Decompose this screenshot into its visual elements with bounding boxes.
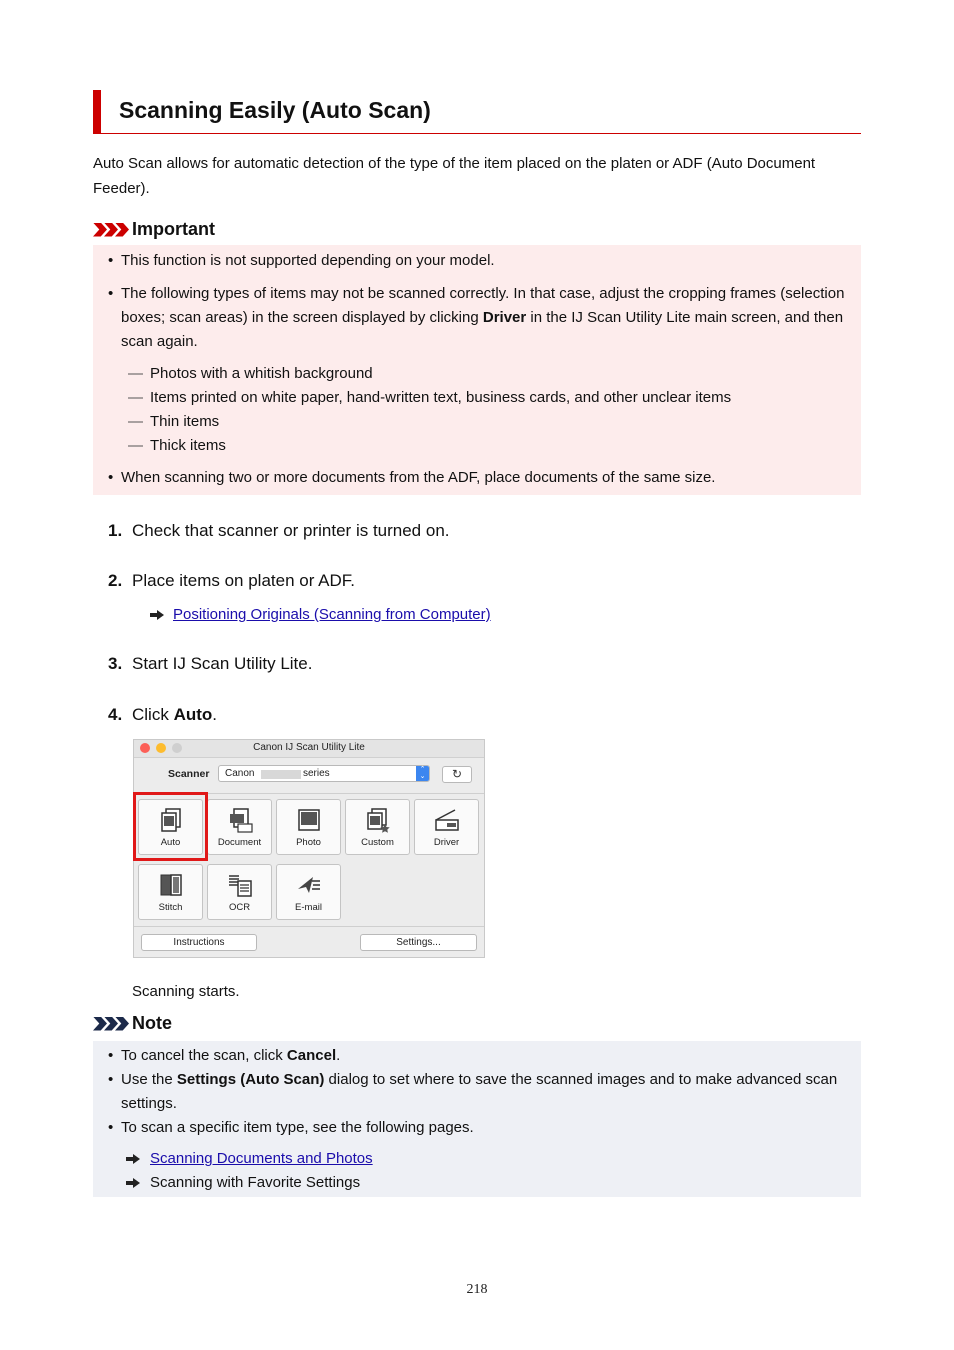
note-bullet-2-text: Use the [121,1071,177,1088]
driver-button[interactable] [414,799,479,855]
arrow-right-icon [150,610,164,620]
step-1 [108,521,450,541]
note-link-row-2 [126,1174,360,1191]
document-button[interactable] [207,799,272,855]
sub-item-4-text: Thick items [150,437,226,454]
important-bullet-1-text: This function is not supported depending on your model. [121,252,495,269]
photo-button[interactable] [276,799,341,855]
sub-item-4: — Thick items [128,437,226,454]
sub-item-2-text: Items printed on white paper, hand-written text, business cards, and other unclear items [150,389,732,406]
ocr-icon [226,871,254,899]
step-4-tail: . [212,705,218,724]
important-chevron-icon [93,223,126,237]
page-title: Scanning Easily (Auto Scan) [119,97,431,123]
step-4-bold: Auto [173,705,213,724]
photo-label: Photo [296,837,321,848]
sub-item-1: — Photos with a whitish background [128,365,373,382]
step-1-number: 1. [108,521,123,540]
email-button[interactable] [276,864,341,920]
title-accent-bar [93,90,101,133]
step-4-number: 4. [108,705,123,724]
separator [134,926,484,927]
driver-label: Driver [433,837,460,848]
document-pdf-icon [226,806,254,834]
window-title: Canon IJ Scan Utility Lite [253,742,365,753]
scanning-starts-text: Scanning starts. [132,983,240,1000]
title-rule [93,133,861,134]
step-1-text: Check that scanner or printer is turned on. [132,521,450,540]
note-bullet-2: • Use the Settings (Auto Scan) dialog to set where to save the scanned images and to make advanced scan settings. [108,1071,838,1112]
step-3-text: Start IJ Scan Utility Lite. [132,654,313,673]
refresh-button[interactable] [442,766,472,783]
intro-paragraph: Auto Scan allows for automatic detection of the type of the item placed on the platen or ADF (Auto Document Feeder). [93,155,816,197]
scanner-select-prefix: Canon [225,768,255,779]
step-4 [108,705,218,725]
important-heading [93,219,215,240]
step-3 [108,654,313,674]
important-bullet-3: • When scanning two or more documents from the ADF, place documents of the same size. [108,469,716,486]
custom-label: Custom [361,837,394,848]
important-bullet-1: • This function is not supported depending on your model. [108,252,495,269]
scanning-favorite-settings-text: Scanning with Favorite Settings [150,1174,361,1191]
stitch-button[interactable] [138,864,203,920]
chevron-up-down-icon: ⌃ ⌄ [416,766,429,781]
step-2-number: 2. [108,571,123,590]
step-2 [108,571,356,591]
scanner-model-redacted [261,770,301,779]
cancel-bold: Cancel [286,1047,337,1064]
custom-button[interactable] [345,799,410,855]
auto-highlight-frame [133,792,208,861]
note-chevron-icon [93,1017,126,1031]
step-3-number: 3. [108,654,123,673]
step-2-link-row [150,606,491,623]
important-bullet-2-tail: in the IJ Scan Utility Lite main screen, and then scan again. [121,309,844,350]
note-bullet-3: • To scan a specific item type, see the following pages. [108,1119,474,1136]
refresh-icon: ↻ [451,767,463,781]
arrow-right-icon [126,1178,140,1188]
note-bullet-1: • To cancel the scan, click Cancel. [108,1047,341,1064]
driver-bold: Driver [482,309,527,326]
arrow-right-icon [126,1154,140,1164]
note-bullet-2-tail: dialog to set where to save the scanned images and to make advanced scan settings. [121,1071,838,1112]
important-bullet-3-text: When scanning two or more documents from the ADF, place documents of the same size. [121,469,716,486]
scanner-select[interactable] [218,765,430,782]
settings-button[interactable]: Settings... [360,934,477,951]
step-4-text: Click [132,705,174,724]
scanner-label: Scanner [168,768,210,780]
note-bullet-1-tail: . [336,1047,341,1064]
window-titlebar [134,740,484,758]
scanning-documents-photos-link[interactable]: Scanning Documents and Photos [150,1150,373,1167]
important-bullet-2-text: The following types of items may not be scanned correctly. In that case, adjust the cropping frames (selection boxes; scan areas) in the screen displayed by clicking [121,285,845,326]
note-heading-label: Note [132,1013,172,1033]
sub-item-3-text: Thin items [150,413,220,430]
email-icon [295,871,323,899]
sub-item-3: — Thin items [128,413,220,430]
important-heading-label: Important [132,219,215,239]
ocr-button[interactable] [207,864,272,920]
scanner-select-suffix: series [303,768,330,779]
auto-label: Auto [160,837,181,848]
sub-item-1-text: Photos with a whitish background [150,365,373,382]
page-number: 218 [466,1282,488,1297]
ocr-label: OCR [228,902,251,913]
instructions-button[interactable]: Instructions [141,934,257,951]
driver-scanner-icon [433,806,461,834]
note-link-row-1 [126,1150,373,1167]
stitch-icon [157,871,185,899]
stitch-label: Stitch [158,902,183,913]
photo-icon [295,806,323,834]
positioning-originals-link[interactable]: Positioning Originals (Scanning from Computer) [173,606,491,623]
custom-icon [364,806,392,834]
note-bullet-3-text: To scan a specific item type, see the following pages. [121,1119,474,1136]
note-bullet-1-text: To cancel the scan, click [121,1047,287,1064]
email-label: E-mail [295,902,322,913]
sub-item-2: — Items printed on white paper, hand-written text, business cards, and other unclear items [128,389,732,406]
important-bullet-2: • The following types of items may not be scanned correctly. In that case, adjust the cropping frames (selection boxes; scan areas) in the screen displayed by clicking Driver in the IJ Scan Utility Lite main screen, and then scan again. [108,285,845,350]
note-heading [93,1013,172,1034]
step-2-text: Place items on platen or ADF. [132,571,356,590]
document-label: Document [217,837,262,848]
settings-auto-scan-bold: Settings (Auto Scan) [176,1071,325,1088]
